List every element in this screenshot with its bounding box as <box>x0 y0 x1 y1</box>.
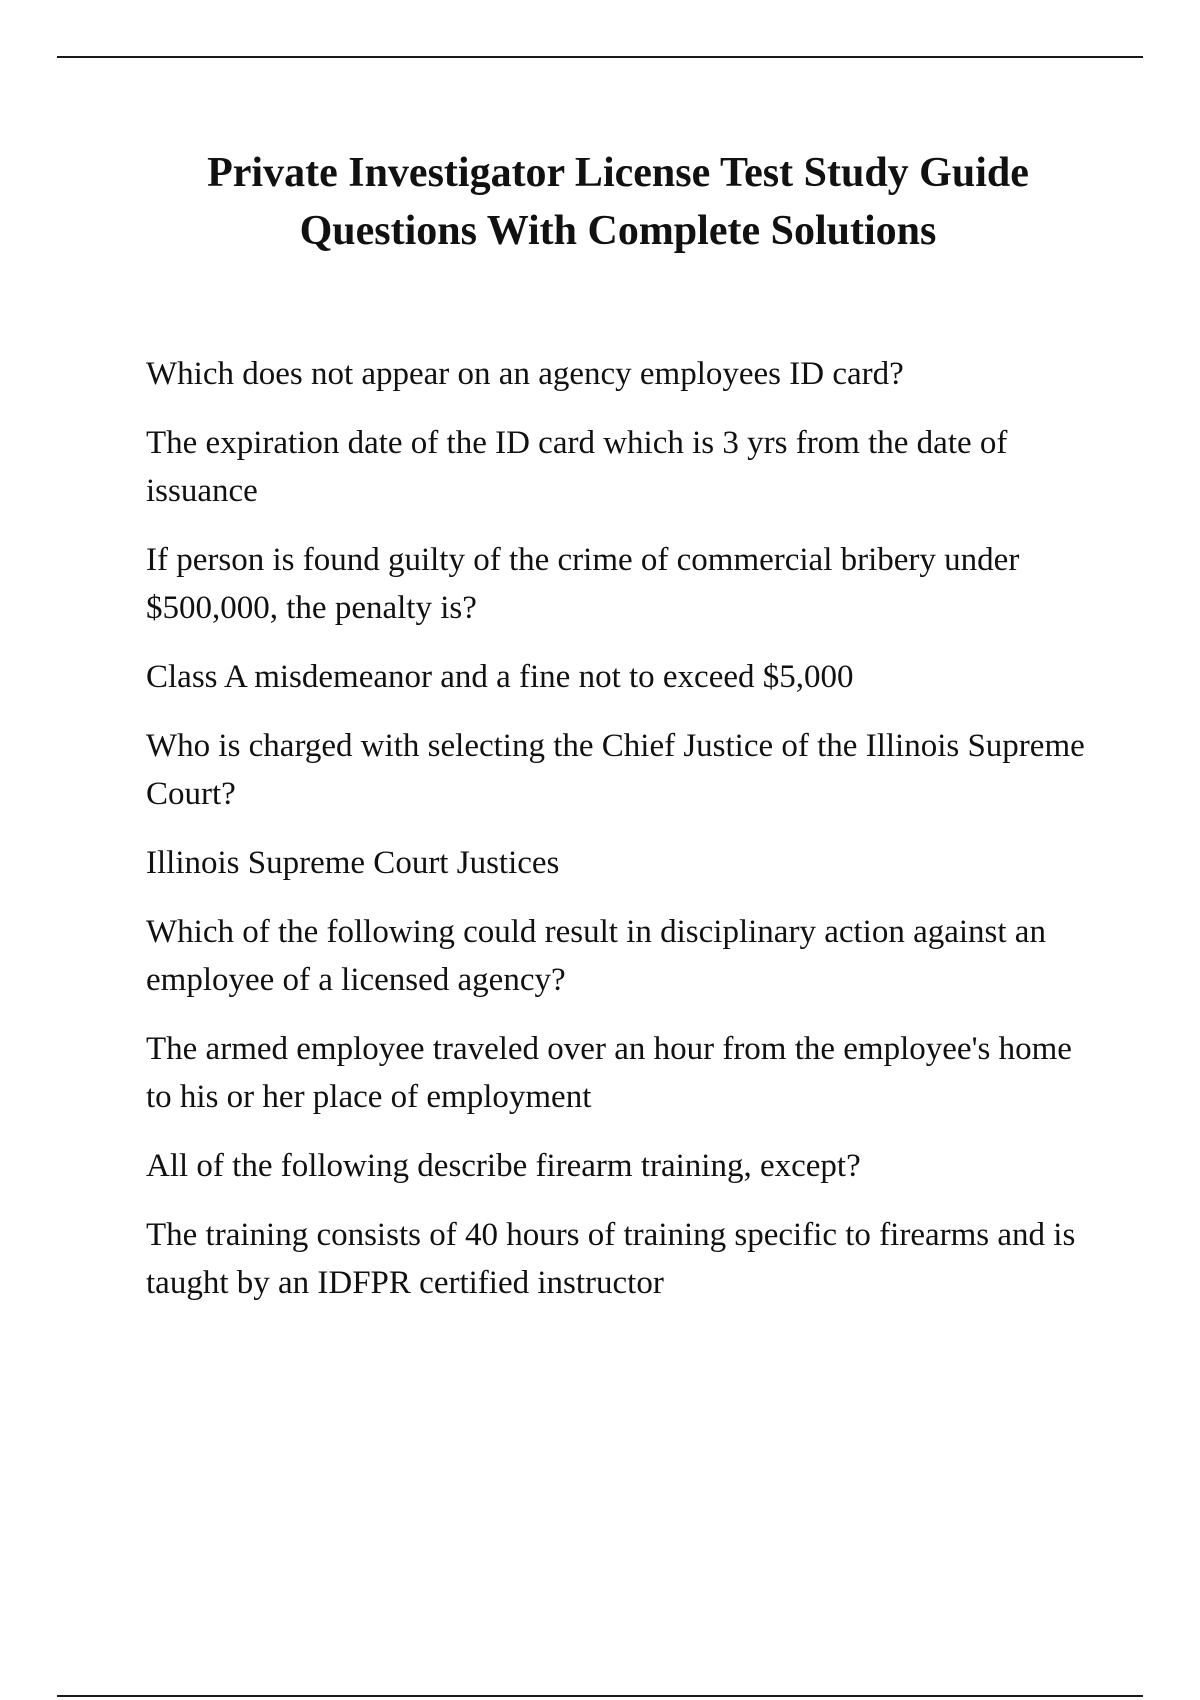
question-2: If person is found guilty of the crime of commercial bribery under $500,000, the penalty is? <box>146 542 1020 626</box>
page-title-line-1: Private Investigator License Test Study Guide <box>207 150 1029 196</box>
answer-5: The training consists of 40 hours of training specific to firearms and is taught by an IDFPR certified instructor <box>146 1217 1076 1301</box>
question-5: All of the following describe firearm training, except? <box>146 1148 861 1184</box>
answer-4: The armed employee traveled over an hour from the employee's home to his or her place of employment <box>146 1031 1072 1115</box>
answer-3: Illinois Supreme Court Justices <box>146 845 560 881</box>
bottom-divider <box>57 1695 1143 1697</box>
question-4: Which of the following could result in disciplinary action against an employee of a licensed agency? <box>146 914 1046 998</box>
top-divider <box>57 56 1143 58</box>
question-1: Which does not appear on an agency employees ID card? <box>146 356 904 392</box>
answer-1: The expiration date of the ID card which is 3 yrs from the date of issuance <box>146 425 1008 509</box>
answer-2: Class A misdemeanor and a fine not to exceed $5,000 <box>146 659 854 695</box>
page-title-line-2: Questions With Complete Solutions <box>299 208 937 254</box>
question-3: Who is charged with selecting the Chief Justice of the Illinois Supreme Court? <box>146 728 1085 812</box>
page-title <box>100 144 1136 260</box>
qa-list <box>146 350 1086 1328</box>
